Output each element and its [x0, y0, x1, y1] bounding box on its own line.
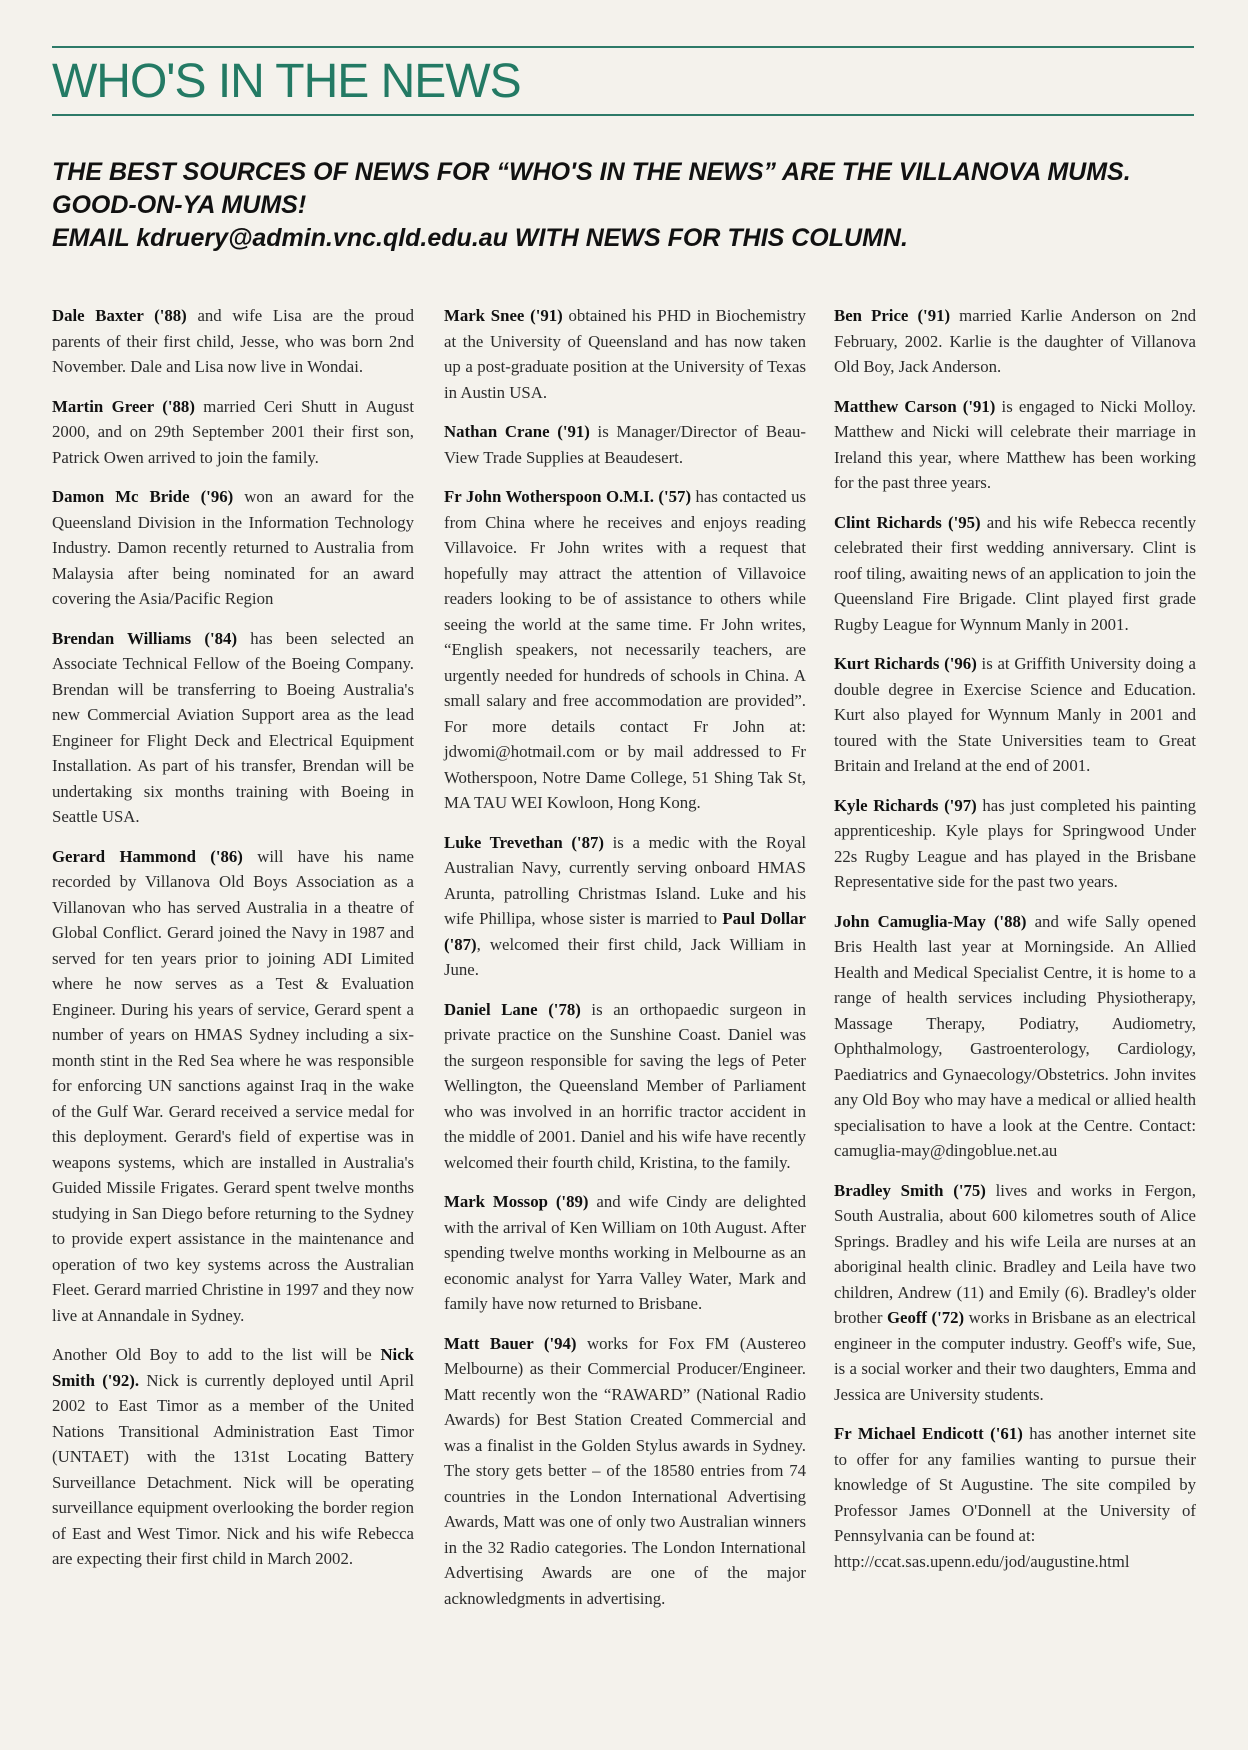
news-text: works for Fox FM (Austereo Melbourne) as their Commercial Producer/Engineer. Matt recently won the “RAWARD” (National Radio Awards) for Best Station Created Commercial and was a finalist in the Golden Stylus awards in Sydney. The story gets better – of the 18580 entries from 74 countries in the London International Advertising Awards, Matt was one of only two Australian winners in the 32 Radio categories. The London International Advertising Awards are one of the major acknowledgments in advertising.	[444, 1333, 806, 1608]
column-1	[52, 303, 414, 1586]
news-text: is a medic with the Royal Australian Navy, currently serving onboard HMAS Arunta, patrolling Christmas Island. Luke and his wife Phillipa, whose sister is married to	[444, 832, 806, 928]
person-name: Martin Greer ('88)	[52, 396, 195, 416]
news-text: lives and works in Fergon, South Australia, about 600 kilometres south of Alice Springs. Bradley and his wife Leila are nurses at an aboriginal health clinic. Bradley and Leila have two children, Andrew (11) and Emily (6). Bradley's older brother	[834, 1180, 1197, 1327]
person-name: Bradley Smith ('75)	[834, 1180, 986, 1200]
news-item	[52, 394, 414, 471]
person-name: Mark Snee ('91)	[444, 306, 563, 325]
person-name: Daniel Lane ('78)	[444, 999, 581, 1019]
news-item	[52, 844, 414, 1329]
news-item	[834, 909, 1196, 1164]
section-title: WHO'S IN THE NEWS	[52, 55, 521, 108]
news-item	[52, 303, 414, 380]
banner-line-3: EMAIL kdruery@admin.vnc.qld.edu.au WITH NEWS FOR THIS COLUMN.	[52, 224, 908, 252]
news-text: and his wife Rebecca recently celebrated their first wedding anniversary. Clint is roof tiling, awaiting news of an application to join the Queensland Fire Brigade. Clint played first grade Rugby League for Wynnum Manly in 2001.	[834, 512, 1196, 634]
news-text: has contacted us from China where he receives and enjoys reading Villavoice. Fr John writes with a request that hopefully may attract the attention of Villavoice readers looking to be of assistance to others while seeing the world at the same time. Fr John writes, “English speakers, not necessarily teachers, are urgently needed for hundreds of schools in China. A small salary and free accommodation are provided”. For more details contact Fr John at: jdwomi@hotmail.com or by mail addressed to Fr Wotherspoon, Notre Dame College, 51 Shing Tak St, MA TAU WEI Kowloon, Hong Kong.	[444, 487, 806, 812]
news-item	[52, 626, 414, 830]
person-name: Luke Trevethan ('87)	[444, 832, 604, 852]
news-text: won an award for the Queensland Division in the Information Technology Industry. Damon recently returned to Australia from Malaysia after being nominated for an award covering the Asia/Pacific Region	[52, 487, 414, 608]
news-item	[834, 793, 1196, 895]
title-rule	[52, 114, 1194, 116]
news-text: , welcomed their first child, Jack William in June.	[444, 934, 806, 979]
news-text: is Manager/Director of Beau-View Trade Supplies at Beaudesert.	[444, 422, 806, 467]
augustine-url[interactable]: http://ccat.sas.upenn.edu/jod/augustine.html	[834, 1551, 1130, 1571]
news-text: has another internet site to offer for any families wanting to pursue their knowledge of St Augustine. The site compiled by Professor James O'Donnell at the University of Pennsylvania can be found at:	[834, 1424, 1196, 1545]
news-text: has just completed his painting apprenticeship. Kyle plays for Springwood Under 22s Rugby League and has played in the Brisbane Representative side for the past two years.	[834, 795, 1196, 891]
person-name: Fr Michael Endicott ('61)	[834, 1424, 1023, 1443]
person-name: Kyle Richards ('97)	[834, 795, 977, 815]
news-item	[444, 1331, 806, 1612]
news-text: and wife Sally opened Bris Health last year at Morningside. An Allied Health and Medical Specialist Centre, it is home to a range of health services including Physiotherapy, Massage Therapy, Podiatry, Audiometry, Ophthalmology, Gastroenterology, Cardiology, Paediatrics and Gynaecology/Obstetrics. John invites any Old Boy who may have a medical or allied health specialisation to have a look at the Centre. Contact: camuglia-may@dingoblue.net.au	[834, 911, 1196, 1160]
column-3	[834, 303, 1196, 1588]
banner-line-1: THE BEST SOURCES OF NEWS FOR “WHO'S IN THE NEWS” ARE THE VILLANOVA MUMS.	[52, 158, 1131, 186]
person-name: Kurt Richards ('96)	[834, 654, 977, 673]
top-rule	[52, 46, 1194, 48]
person-name: Matt Bauer ('94)	[444, 1333, 577, 1353]
news-text: obtained his PHD in Biochemistry at the University of Queensland and has now taken up a post-graduate position at the University of Texas in Austin USA.	[444, 306, 806, 402]
person-name: Brendan Williams ('84)	[52, 628, 238, 648]
person-name: Mark Mossop ('89)	[444, 1192, 589, 1211]
page	[52, 46, 1197, 1608]
column-2	[444, 303, 806, 1625]
news-text: and wife Cindy are delighted with the arrival of Ken William on 10th August. After spending twelve months working in Melbourne as an economic analyst for Yarra Valley Water, Mark and family have now returned to Brisbane.	[444, 1192, 807, 1313]
news-item	[444, 830, 806, 983]
news-item	[834, 303, 1196, 380]
news-item	[444, 1189, 806, 1317]
news-text: Another Old Boy to add to the list will be	[52, 1345, 381, 1364]
news-item	[834, 394, 1196, 496]
person-name: Dale Baxter ('88)	[52, 306, 187, 325]
person-name: Gerard Hammond ('86)	[52, 846, 243, 866]
news-text: married Karlie Anderson on 2nd February, 2002. Karlie is the daughter of Villanova Old Boy, Jack Anderson.	[834, 306, 1196, 376]
news-item	[444, 419, 806, 470]
person-name: Matthew Carson ('91)	[834, 396, 996, 416]
news-item	[52, 1342, 414, 1572]
news-item	[834, 510, 1196, 638]
person-name: Fr John Wotherspoon O.M.I. ('57)	[444, 487, 692, 506]
news-text: has been selected an Associate Technical Fellow of the Boeing Company. Brendan will be transferring to Boeing Australia's new Commercial Aviation Support area as the lead Engineer for Flight Deck and Electrical Equipment Installation. As part of his transfer, Brendan will be undertaking six months training with Boeing in Seattle USA.	[52, 628, 414, 826]
news-text: is at Griffith University doing a double degree in Exercise Science and Education. Kurt also played for Wynnum Manly in 2001 and toured with the State Universities team to Great Britain and Ireland at the end of 2001.	[834, 654, 1197, 775]
person-name: Nick Smith ('92).	[52, 1345, 414, 1390]
person-name: Geoff ('72)	[886, 1308, 965, 1327]
banner-line-2: GOOD-ON-YA MUMS!	[52, 191, 307, 219]
news-item	[444, 997, 806, 1176]
news-item	[834, 1178, 1196, 1408]
person-name: Nathan Crane ('91)	[444, 422, 590, 441]
news-text: married Ceri Shutt in August 2000, and on 29th September 2001 their first son, Patrick Owen arrived to join the family.	[52, 396, 414, 467]
person-name: John Camuglia-May ('88)	[834, 911, 1027, 931]
person-name: Paul Dollar ('87)	[444, 909, 806, 954]
news-text: is engaged to Nicki Molloy. Matthew and Nicki will celebrate their marriage in Ireland this year, where Matthew has been working for the past three years.	[834, 396, 1197, 492]
news-item	[834, 1421, 1196, 1574]
news-item	[444, 303, 806, 405]
person-name: Clint Richards ('95)	[834, 512, 981, 532]
news-text: works in Brisbane as an electrical engineer in the computer industry. Geoff's wife, Sue, is a social worker and their two daughters, Emma and Jessica are University students.	[834, 1308, 1196, 1404]
person-name: Damon Mc Bride ('96)	[52, 487, 234, 506]
person-name: Ben Price ('91)	[834, 306, 951, 325]
news-item	[834, 651, 1196, 779]
news-item	[444, 484, 806, 816]
news-text: Nick is currently deployed until April 2002 to East Timor as a member of the United Nations Transitional Administration East Timor (UNTAET) with the 131st Locating Battery Surveillance Detachment. Nick will be operating surveillance equipment overlooking the border region of East and West Timor. Nick and his wife Rebecca are expecting their first child in March 2002.	[52, 1370, 414, 1568]
news-text: is an orthopaedic surgeon in private practice on the Sunshine Coast. Daniel was the surgeon responsible for saving the legs of Peter Wellington, the Queensland Member of Parliament who was involved in an horrific tractor accident in the middle of 2001. Daniel and his wife have recently welcomed their fourth child, Kristina, to the family.	[444, 999, 806, 1172]
news-text: will have his name recorded by Villanova Old Boys Association as a Villanovan who has served Australia in a theatre of Global Conflict. Gerard joined the Navy in 1987 and served for ten years prior to joining ADI Limited where he now serves as a Test & Evaluation Engineer. During his years of service, Gerard spent a number of years on HMAS Sydney including a six-month stint in the Red Sea where he was responsible for enforcing UN sanctions against Iraq in the wake of the Gulf War. Gerard received a service medal for this deployment. Gerard's field of expertise was in weapons systems, which are installed in Australia's Guided Missile Frigates. Gerard spent twelve months studying in San Diego before returning to the Sydney to provide expert assistance in the maintenance and operation of two key systems across the Australian Fleet. Gerard married Christine in 1997 and they now live at Annandale in Sydney.	[52, 846, 414, 1325]
news-item	[52, 484, 414, 612]
news-text: and wife Lisa are the proud parents of their first child, Jesse, who was born 2nd November. Dale and Lisa now live in Wondai.	[52, 306, 414, 376]
news-request-banner	[52, 156, 1194, 255]
